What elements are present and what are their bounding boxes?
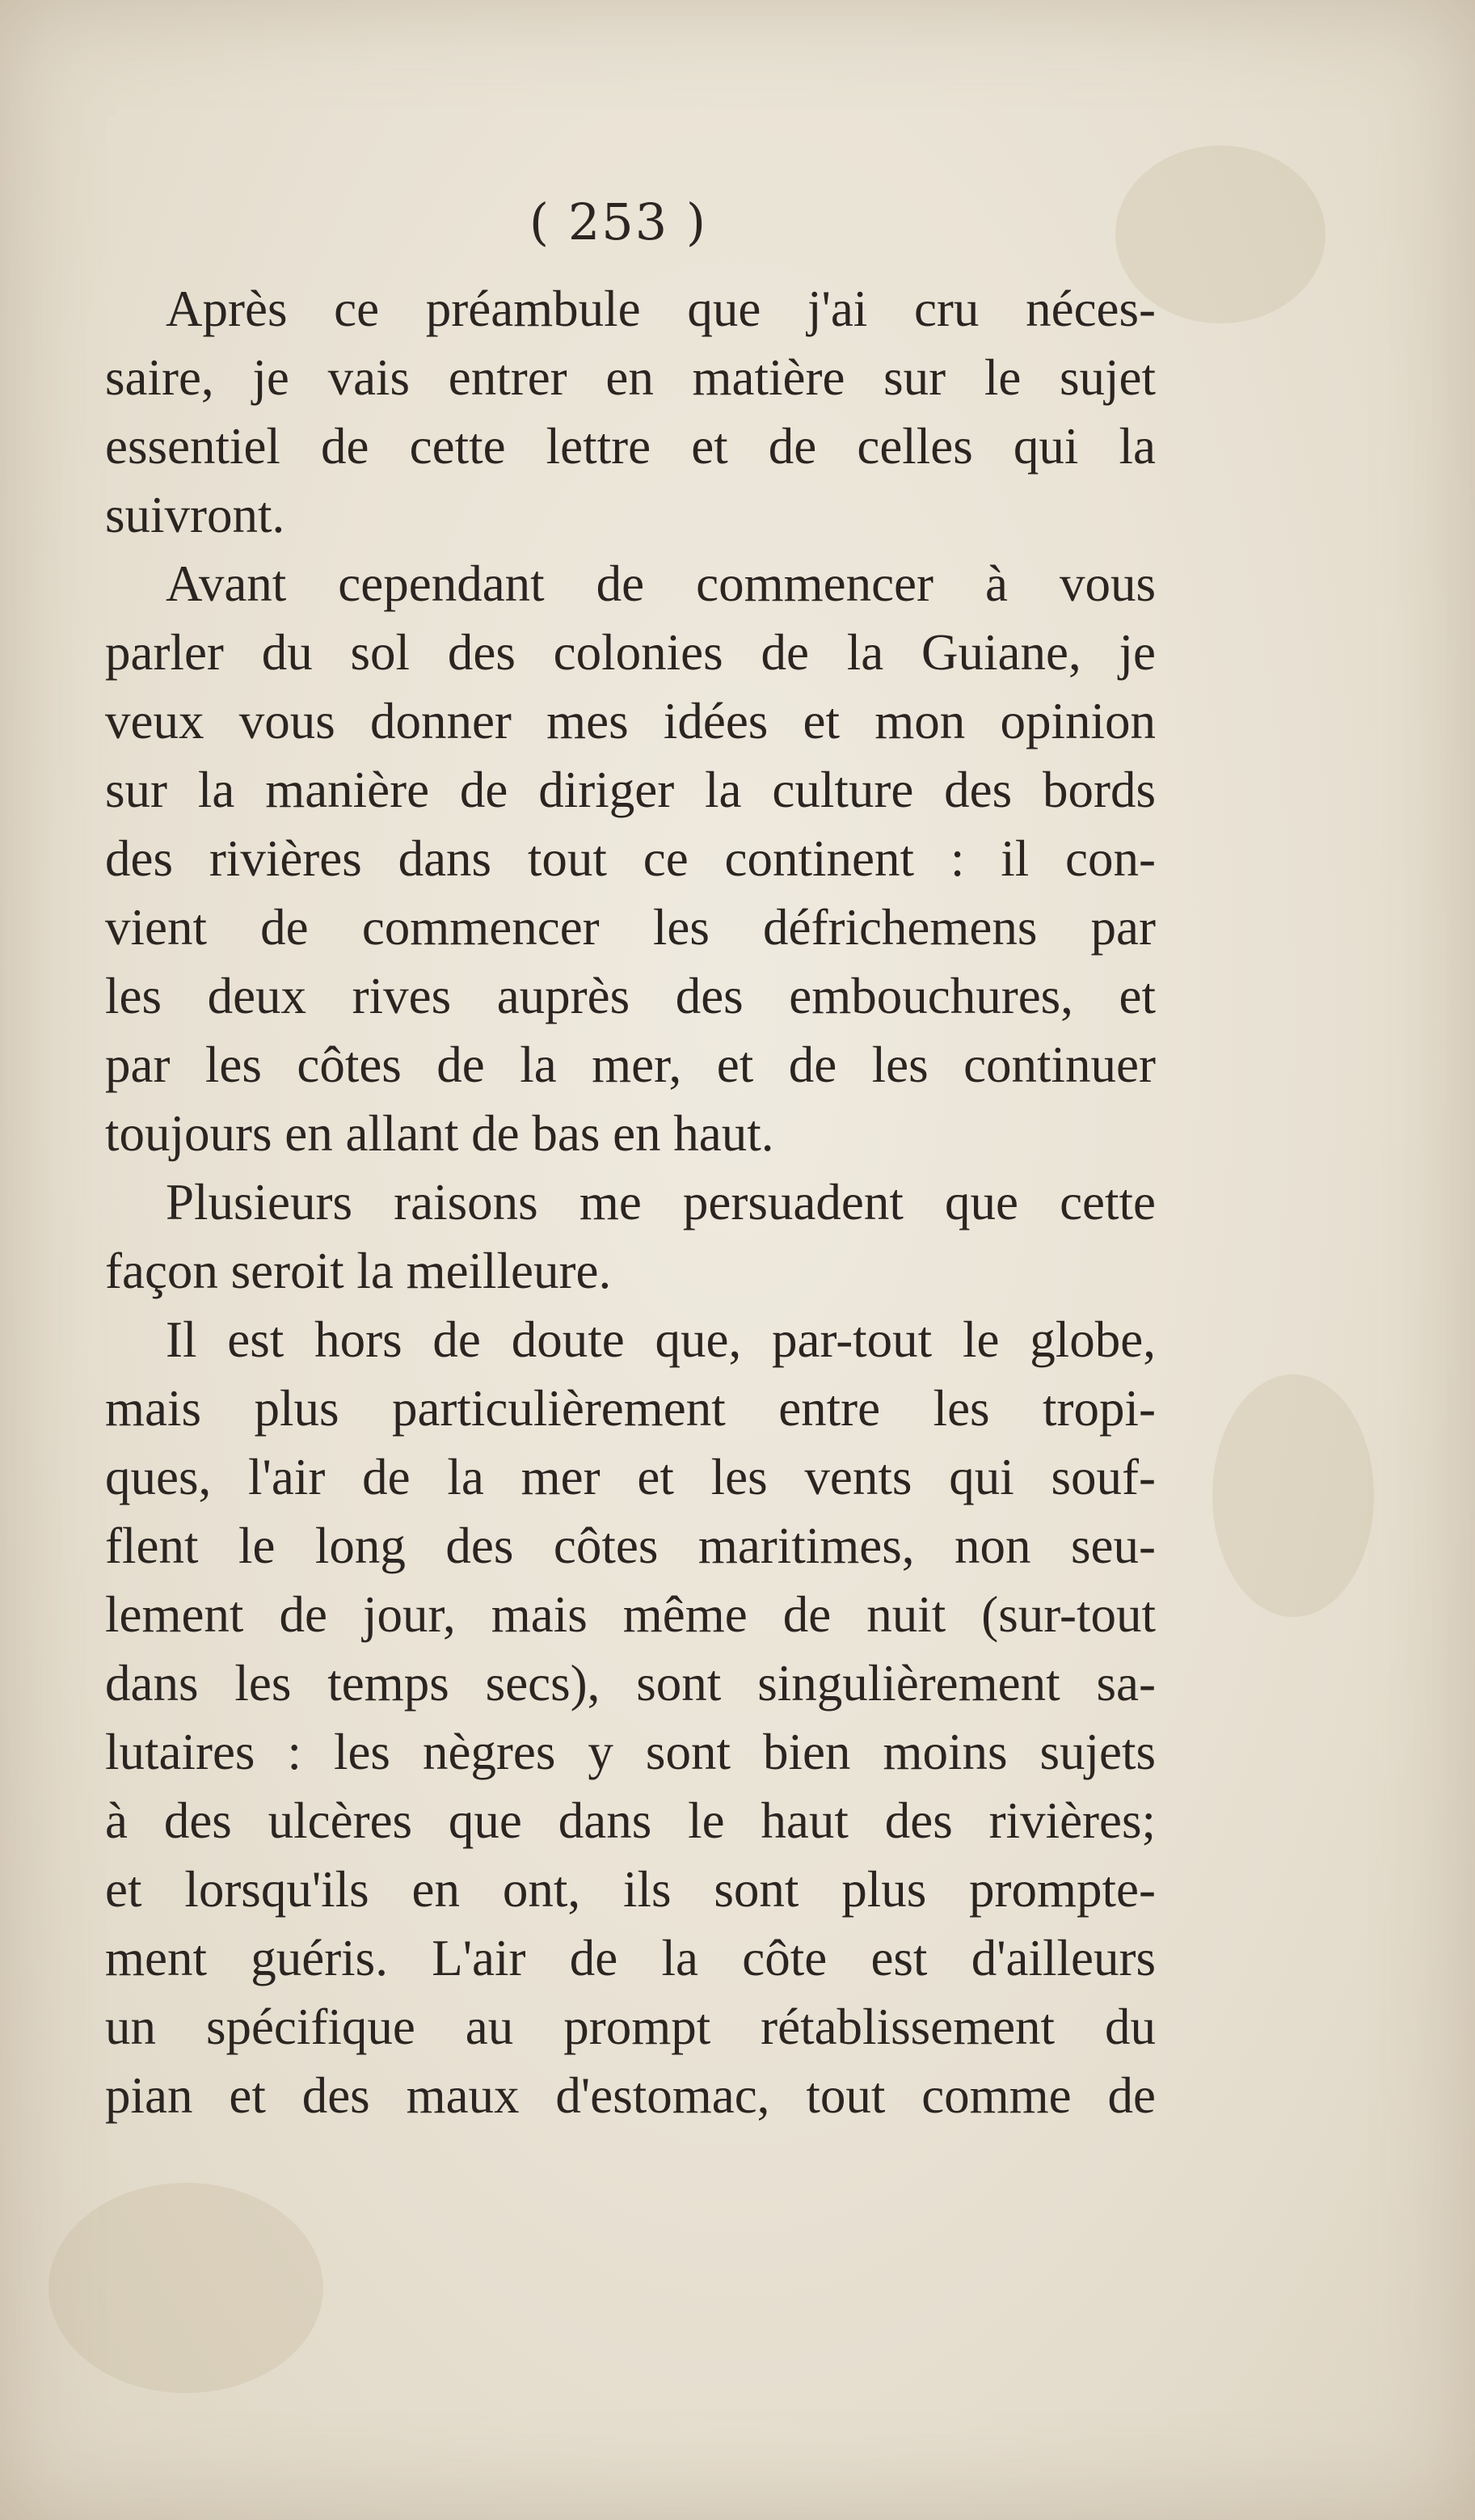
text-line: flent le long des côtes maritimes, non seu- <box>105 1517 1156 1574</box>
text-line: essentiel de cette lettre et de celles qui la <box>105 418 1156 475</box>
text-line: Avant cependant de commencer à vous <box>166 555 1156 612</box>
text-line: lement de jour, mais même de nuit (sur-tout <box>105 1586 1156 1643</box>
text-line: les deux rives auprès des embouchures, et <box>105 968 1156 1024</box>
text-line: par les côtes de la mer, et de les continuer <box>105 1036 1156 1093</box>
text-line: Il est hors de doute que, par-tout le globe, <box>166 1311 1156 1368</box>
text-line: lutaires : les nègres y sont bien moins sujets <box>105 1724 1156 1780</box>
text-line: veux vous donner mes idées et mon opinion <box>105 693 1156 749</box>
text-line: Après ce préambule que j'ai cru néces- <box>166 281 1156 337</box>
paper-stain <box>1212 1374 1374 1617</box>
text-line: un spécifique au prompt rétablissement du <box>105 1999 1156 2055</box>
text-line: des rivières dans tout ce continent : il con- <box>105 830 1156 887</box>
text-line: ques, l'air de la mer et les vents qui souf- <box>105 1449 1156 1505</box>
text-line: saire, je vais entrer en matière sur le sujet <box>105 349 1156 406</box>
paper-stain <box>48 2183 323 2393</box>
text-line: toujours en allant de bas en haut. <box>105 1105 774 1162</box>
text-line: à des ulcères que dans le haut des rivières; <box>105 1792 1156 1849</box>
text-line: et lorsqu'ils en ont, ils sont plus prompte- <box>105 1861 1156 1918</box>
body-text <box>105 275 1156 2130</box>
text-line: Plusieurs raisons me persuadent que cette <box>166 1174 1156 1230</box>
text-line: dans les temps secs), sont singulièrement sa- <box>105 1655 1156 1712</box>
text-line: ment guéris. L'air de la côte est d'ailleurs <box>105 1930 1156 1986</box>
text-line: mais plus particulièrement entre les tropi- <box>105 1380 1156 1437</box>
text-line: pian et des maux d'estomac, tout comme de <box>105 2067 1156 2124</box>
text-line: parler du sol des colonies de la Guiane, je <box>105 624 1156 681</box>
text-line: façon seroit la meilleure. <box>105 1243 612 1299</box>
text-line: suivront. <box>105 487 285 543</box>
text-line: sur la manière de diriger la culture des bords <box>105 762 1156 818</box>
text-line: vient de commencer les défrichemens par <box>105 899 1156 956</box>
page-number: ( 253 ) <box>529 192 708 251</box>
